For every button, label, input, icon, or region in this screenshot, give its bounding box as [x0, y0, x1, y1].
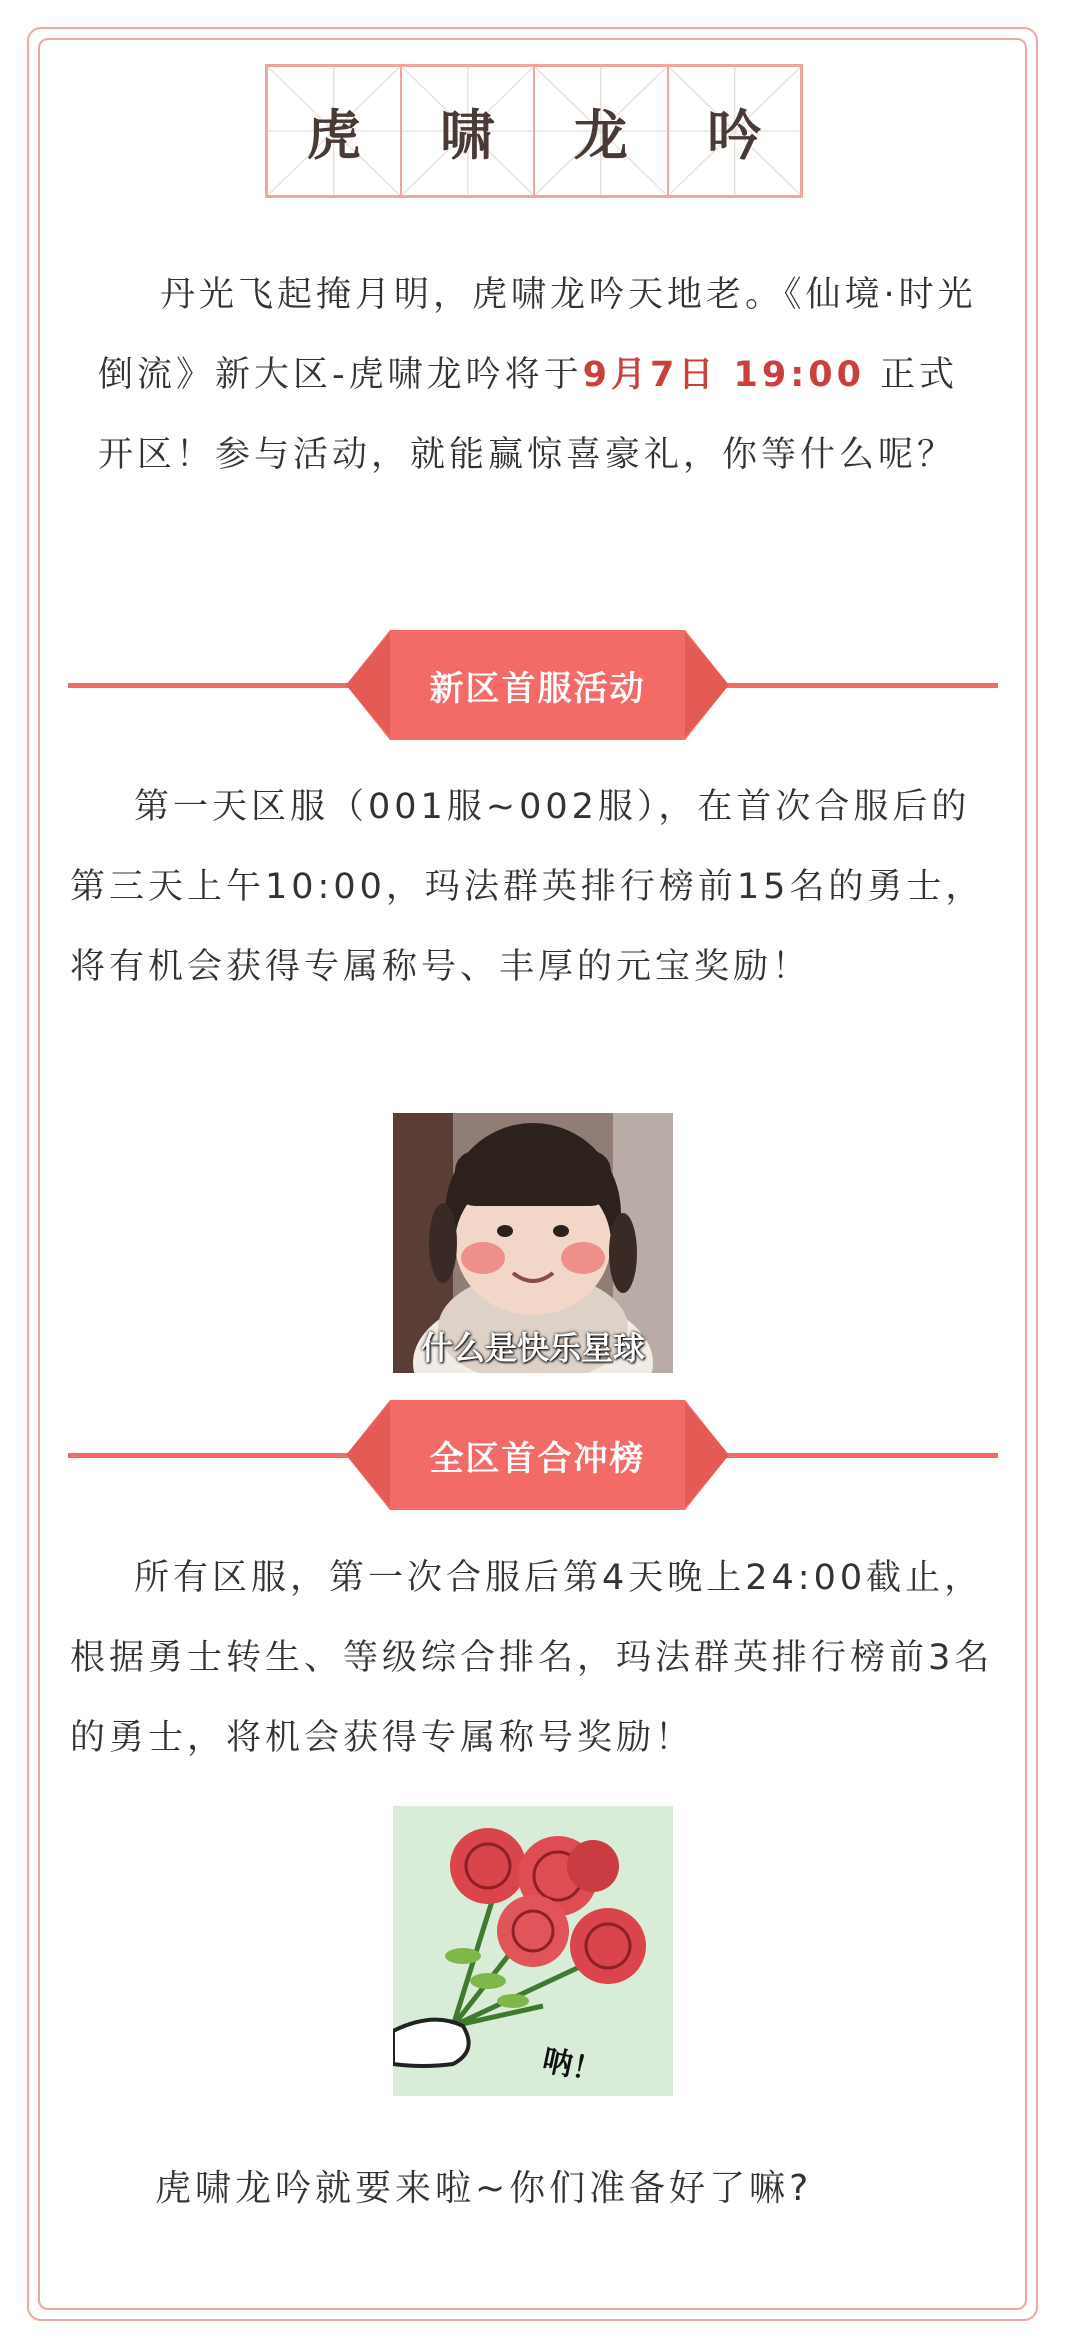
section-title: 全区首合冲榜 — [429, 1438, 646, 1479]
intro-text-2: 正式开区！参与活动，就能赢惊喜豪礼，你等什么呢？ — [98, 355, 959, 475]
title-grid — [265, 64, 803, 198]
section-header-new-server — [68, 630, 998, 740]
meme-image-roses — [393, 1806, 673, 2096]
meme-caption: 呐！ — [539, 2043, 606, 2090]
meme-image-girl — [393, 1113, 673, 1373]
title-cell-3 — [535, 67, 669, 195]
title-cell-4 — [669, 67, 801, 195]
section-header-first-merge — [68, 1400, 998, 1510]
meme-caption: 什么是快乐星球 — [420, 1329, 645, 1367]
roses-illustration — [393, 1806, 673, 2096]
closing-line: 虎啸龙吟就要来啦~你们准备好了嘛? — [155, 2168, 813, 2209]
title-char: 啸 — [440, 103, 495, 167]
section-ribbon — [346, 630, 729, 740]
section1-paragraph: 第一天区服（001服~002服），在首次合服后的第三天上午10:00，玛法群英排行榜前15名的勇士，将有机会获得专属称号、丰厚的元宝奖励！ — [70, 787, 985, 987]
intro-text-1: 丹光飞起掩月明，虎啸龙吟天地老。《仙境·时光倒流》新大区-虎啸龙吟将于 — [98, 275, 977, 395]
section2-paragraph: 所有区服，第一次合服后第4天晚上24:00截止，根据勇士转生、等级综合排名，玛法群英排行榜前3名的勇士，将机会获得专属称号奖励！ — [70, 1558, 994, 1758]
intro-paragraph — [98, 255, 978, 495]
title-char: 龙 — [573, 103, 628, 167]
section-ribbon — [346, 1400, 729, 1510]
title-cell-1 — [268, 67, 402, 195]
title-char: 虎 — [306, 103, 361, 167]
section-title: 新区首服活动 — [429, 668, 646, 709]
launch-date-highlight: 9月7日 19:00 — [582, 355, 865, 395]
title-cell-2 — [402, 67, 536, 195]
title-char: 吟 — [707, 103, 762, 167]
